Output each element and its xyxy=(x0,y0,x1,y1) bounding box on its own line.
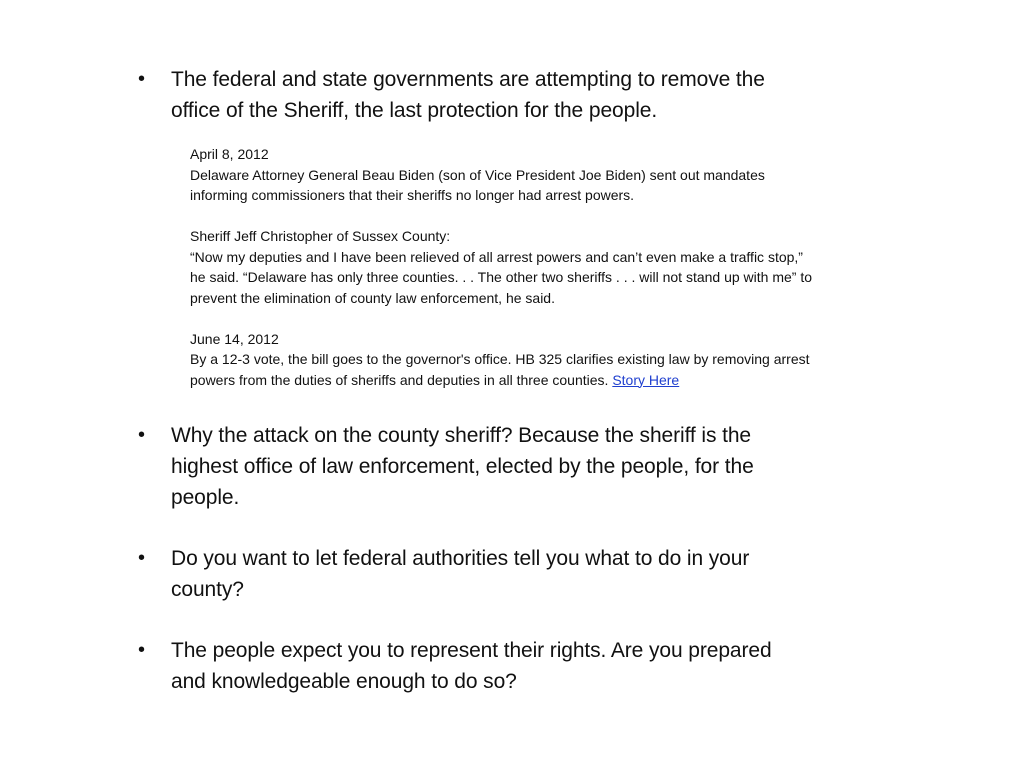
bullet-2-line-2: highest office of law enforcement, elected by the people, for the xyxy=(171,455,754,478)
bullet-dot: • xyxy=(138,547,146,569)
detail-date-april: April 8, 2012 xyxy=(190,146,269,162)
bullet-1-line-2: office of the Sheriff, the last protection for the people. xyxy=(171,99,658,122)
bullet-3-line-2: county? xyxy=(171,578,244,601)
detail-entry-june xyxy=(190,329,910,391)
bullet-1-text xyxy=(171,64,878,126)
spacer xyxy=(190,308,910,329)
detail-june-line-2-text: powers from the duties of sheriffs and deputies in all three counties. xyxy=(190,371,613,388)
detail-quote-line-1: “Now my deputies and I have been relieved of all arrest powers and can’t even make a traffic stop,” xyxy=(190,248,803,265)
detail-block xyxy=(190,144,910,390)
detail-entry-sheriff-quote xyxy=(190,226,910,308)
bullet-2-line-1: Why the attack on the county sheriff? Because the sheriff is the xyxy=(171,424,751,447)
bullet-dot: • xyxy=(138,639,146,661)
detail-quote-line-3: prevent the elimination of county law enforcement, he said. xyxy=(190,289,555,306)
detail-june-line-2 xyxy=(190,370,910,391)
bullet-3-line-1: Do you want to let federal authorities tell you what to do in your xyxy=(171,547,750,570)
bullet-4-line-1: The people expect you to represent their rights. Are you prepared xyxy=(171,639,772,662)
story-here-link[interactable]: Story Here xyxy=(612,371,680,388)
bullet-dot: • xyxy=(138,424,146,446)
detail-april-line-2: informing commissioners that their sheriffs no longer had arrest powers. xyxy=(190,187,635,203)
detail-june-line-1: By a 12-3 vote, the bill goes to the governor's office. HB 325 clarifies existing law by removing arrest xyxy=(190,351,810,367)
detail-quote-line-2: he said. “Delaware has only three counties. . . The other two sheriffs . . . will not stand up with me” to xyxy=(190,269,813,285)
bullet-1 xyxy=(138,64,878,126)
detail-entry-april xyxy=(190,144,910,206)
spacer xyxy=(190,206,910,227)
bullet-4-text xyxy=(171,635,878,697)
bullet-4 xyxy=(138,635,878,697)
detail-april-line-1: Delaware Attorney General Beau Biden (son of Vice President Joe Biden) sent out mandates xyxy=(190,166,765,183)
bullet-4-line-2: and knowledgeable enough to do so? xyxy=(171,670,517,693)
bullet-3-text xyxy=(171,543,878,605)
bullet-2-text xyxy=(171,420,878,513)
bullet-2 xyxy=(138,420,878,513)
bullet-2-line-3: people. xyxy=(171,486,240,509)
bullet-3 xyxy=(138,543,878,605)
detail-quote-heading: Sheriff Jeff Christopher of Sussex County: xyxy=(190,228,451,244)
bullet-1-line-1: The federal and state governments are attempting to remove the xyxy=(171,68,765,91)
detail-date-june: June 14, 2012 xyxy=(190,330,279,347)
bullet-dot: • xyxy=(138,68,146,90)
